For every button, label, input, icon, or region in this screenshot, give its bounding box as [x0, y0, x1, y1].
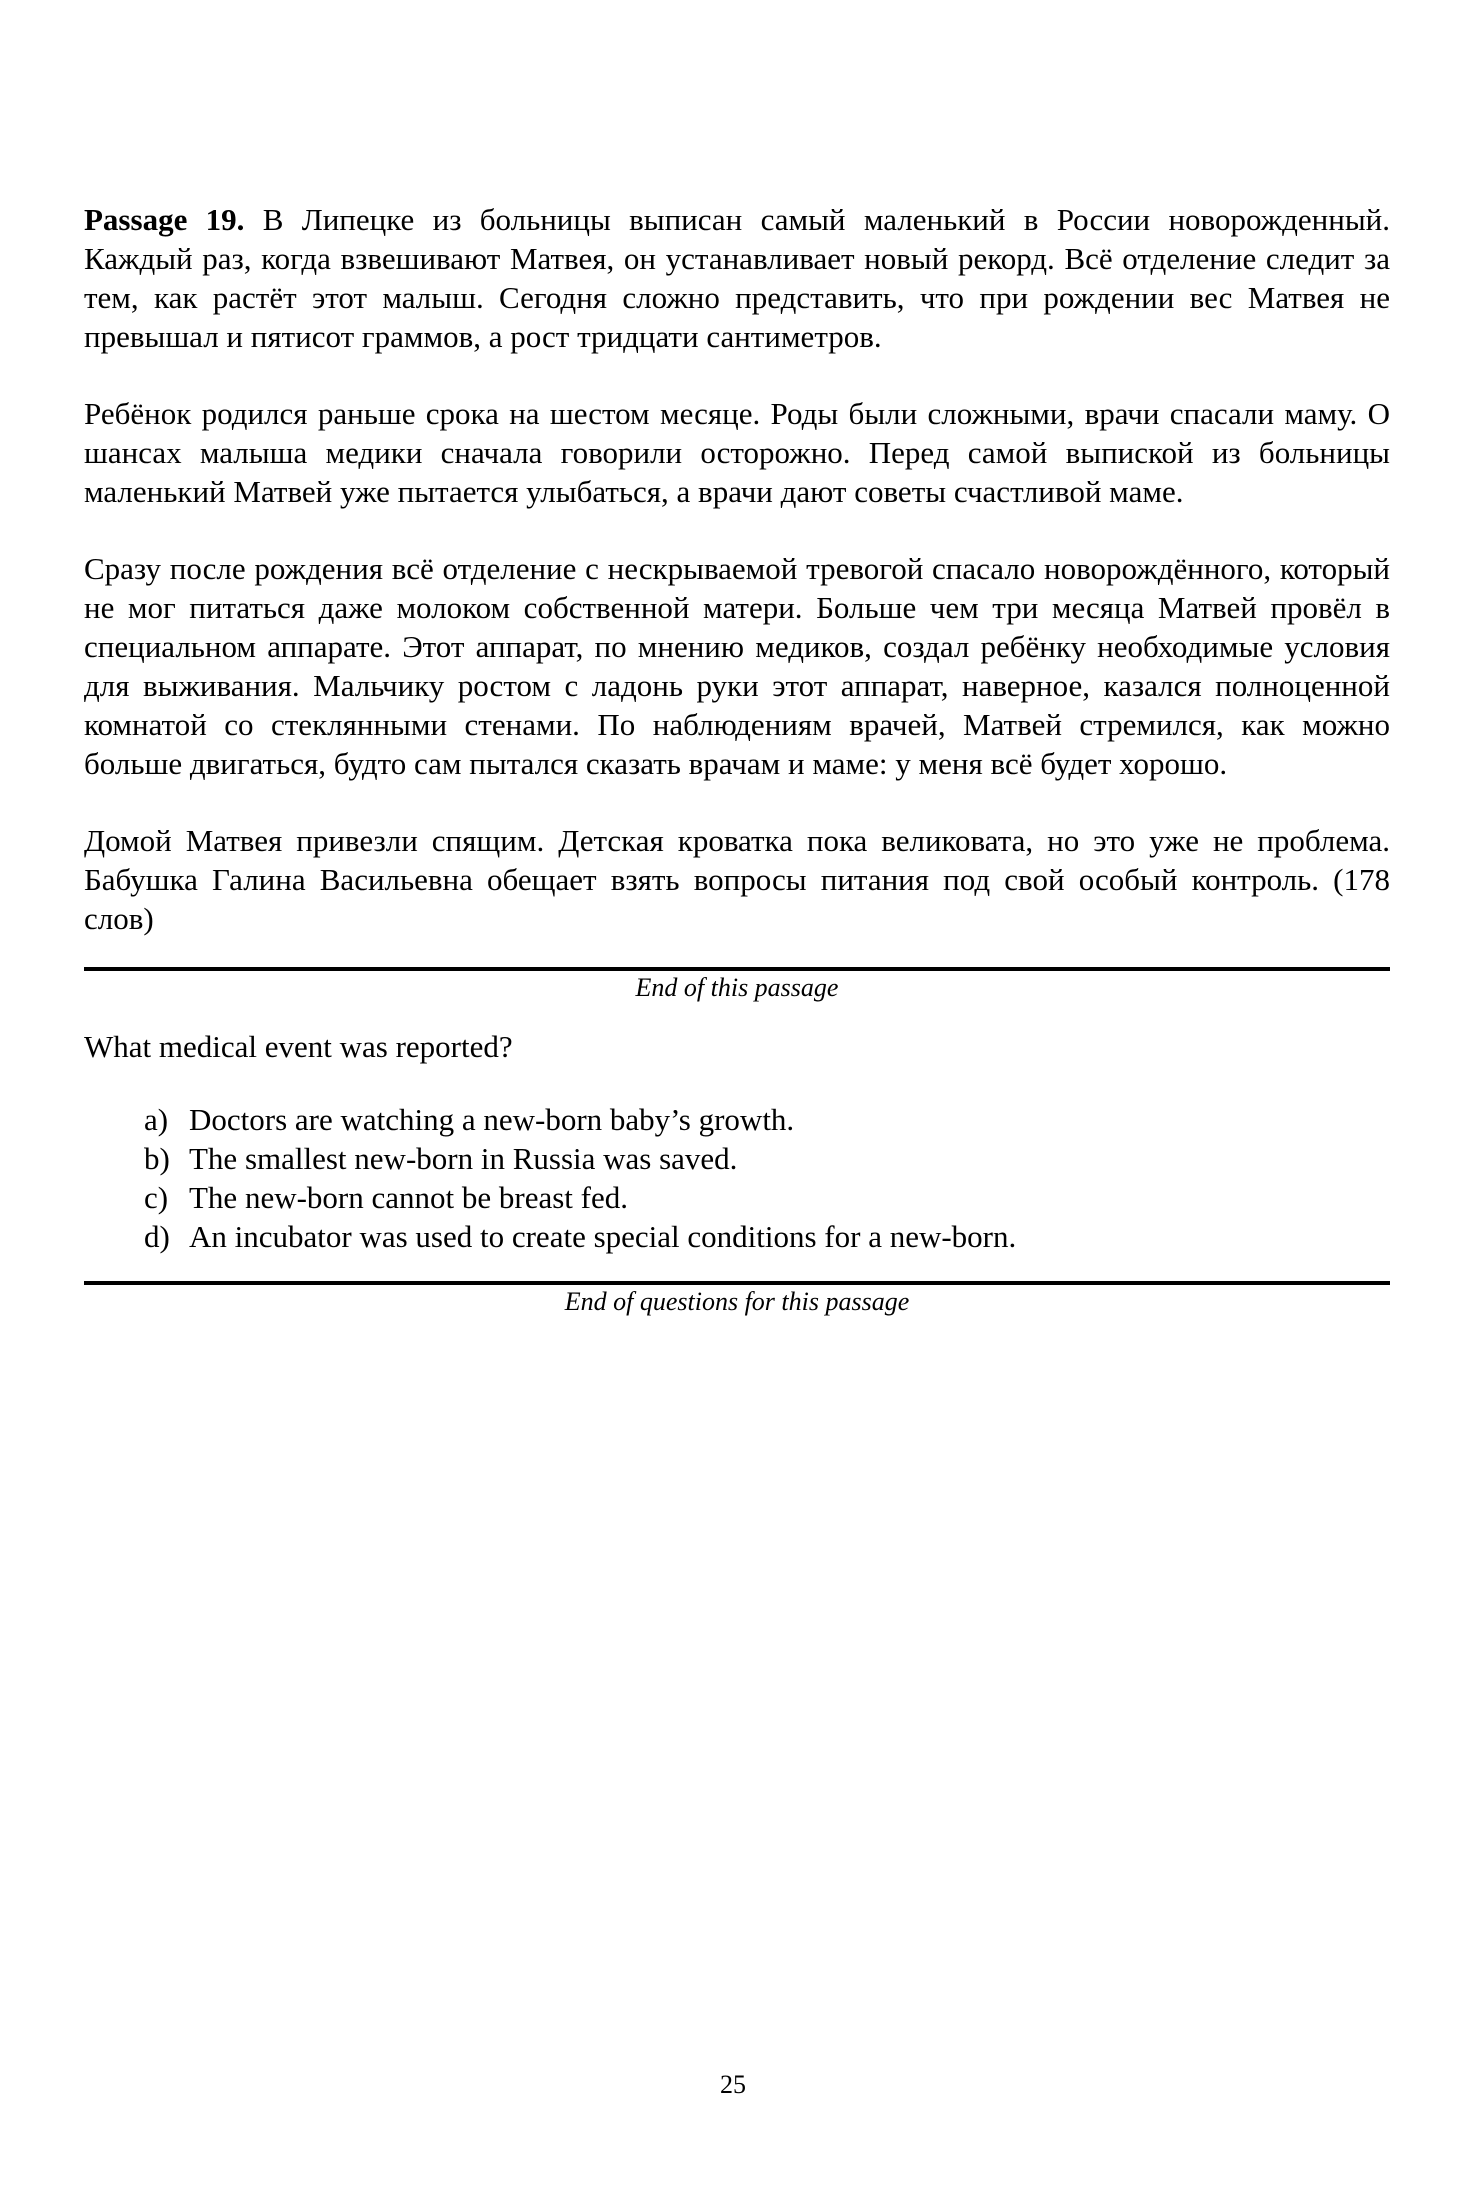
passage-paragraph-4: Домой Матвея привезли спящим. Детская кроватка пока великовата, но это уже не проблема. Бабушка Галина Васильевна обещает взять вопросы питания под свой особый контроль. (178 слов) [84, 823, 1390, 936]
questions-end-divider [84, 1281, 1390, 1285]
answer-option-c [144, 1178, 1390, 1217]
option-letter: c) [144, 1180, 169, 1215]
questions-end-caption: End of questions for this passage [564, 1287, 910, 1316]
passage-paragraph-1-text: В Липецке из больницы выписан самый маленький в России новорожденный. Каждый раз, когда взвешивают Матвея, он устанавливает новый рекорд. Всё отделение следит за тем, как растёт этот малыш. Сегодня сложно представить, что при рождении вес Матвея не превышал и пятисот граммов, а рост тридцати сантиметров. [84, 202, 1390, 354]
answer-option-d [144, 1217, 1390, 1256]
passage-end-divider [84, 967, 1390, 971]
passage-label: Passage 19. [84, 202, 245, 237]
answer-option-b [144, 1139, 1390, 1178]
option-letter: d) [144, 1219, 170, 1254]
answer-options [84, 1100, 1390, 1256]
passage-paragraph-3: Сразу после рождения всё отделение с нескрываемой тревогой спасало новорождённого, который не мог питаться даже молоком собственной матери. Больше чем три месяца Матвей провёл в специальном аппарате. Этот аппарат, по мнению медиков, создал ребёнку необходимые условия для выживания. Мальчику ростом с ладонь руки этот аппарат, наверное, казался полноценной комнатой со стеклянными стенами. По наблюдениям врачей, Матвей стремился, как можно больше двигаться, будто сам пытался сказать врачам и маме: у меня всё будет хорошо. [84, 551, 1390, 781]
option-text: An incubator was used to create special conditions for a new-born. [189, 1219, 1017, 1254]
passage-paragraph-2: Ребёнок родился раньше срока на шестом месяце. Роды были сложными, врачи спасали маму. О шансах малыша медики сначала говорили осторожно. Перед самой выпиской из больницы маленький Матвей уже пытается улыбаться, а врачи дают советы счастливой маме. [84, 396, 1390, 509]
page-number: 25 [720, 2070, 746, 2099]
option-letter: b) [144, 1141, 170, 1176]
page-content [84, 200, 1390, 1317]
passage [84, 200, 1390, 938]
passage-paragraph-1 [84, 200, 1390, 356]
passage-end-caption: End of this passage [635, 973, 839, 1002]
option-text: The smallest new-born in Russia was saved. [189, 1141, 738, 1176]
option-text: Doctors are watching a new-born baby’s growth. [189, 1102, 795, 1137]
answer-option-a [144, 1100, 1390, 1139]
option-text: The new-born cannot be breast fed. [189, 1180, 628, 1215]
question-text: What medical event was reported? [84, 1029, 513, 1064]
option-letter: a) [144, 1102, 169, 1137]
